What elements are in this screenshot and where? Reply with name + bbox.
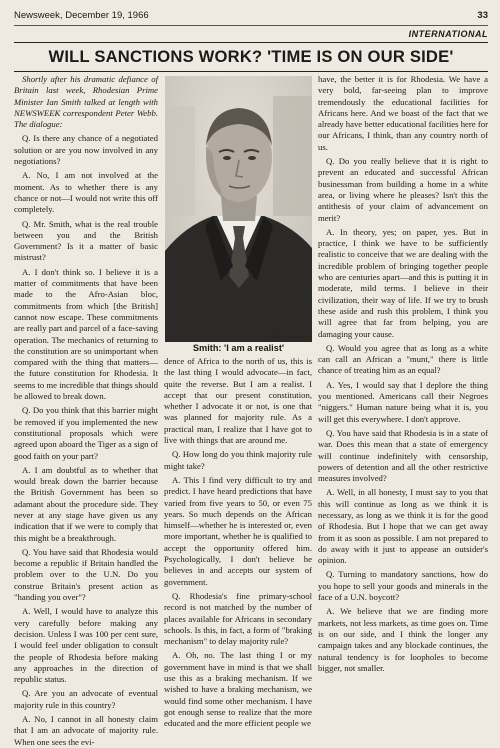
article-paragraph: Q. Do you really believe that it is right to prevent an educated and successful African businessman from building a home in a white area, or living where he pleases? Isn't this the antithesis of your claim of advancement on merit? <box>318 156 488 223</box>
article-paragraph: A. Oh, no. The last thing I or my government have in mind is that we shall use this as a braking mechanism. If we wished to have a braking mechanism, we would find some other mechanism. I have got enough sense to realize that the more educated and the more efficient people we <box>164 650 312 729</box>
article-paragraph: A. This I find very difficult to try and predict. I have heard predictions that have varied from five years to 50, or even 75 years. So much depends on the African himself—whether he is interested or, even more important, whether he is qualified to accept the opportunity offered him. Psychologically, I don't believe he believes in and accepts our system of government. <box>164 474 312 587</box>
article-paragraph: A. Yes, I would say that I deplore the thing you mentioned. Americans call their Negroes "niggers." Human nature being what it is, you will get this everywhere. I don't approve. <box>318 379 488 424</box>
headline-box <box>14 42 488 72</box>
article-paragraph: dence of Africa to the north of us, this is the last thing I would advocate—in fact, quite the reverse. But I am a realist. I accept that our present constitution, whether I advocate it or not, is one that was planned for majority rule. As a practical man, I realize that I have got to live with things that are around me. <box>164 356 312 446</box>
article-column-left <box>14 74 158 747</box>
article-paragraph: A. We believe that we are finding more markets, not less markets, as time goes on. Time is on our side, and I think the longer any campaign takes and any blockade continues, the natural tendency is for loopholes to become bigger, not smaller. <box>318 606 488 673</box>
article-column-middle <box>164 356 312 729</box>
photo-credit: Ian Berry—Magnum <box>262 334 308 339</box>
article-paragraph: Q. Rhodesia's fine primary-school record is not matched by the number of places available for Africans in secondary schools. Is this, in fact, a form of "braking mechanism" to delay majority rule? <box>164 590 312 647</box>
portrait-image <box>165 76 312 342</box>
article-paragraph: Q. How long do you think majority rule might take? <box>164 449 312 471</box>
article-paragraph: Q. Are you an advocate of eventual majority rule in this country? <box>14 688 158 710</box>
page-header <box>14 10 488 24</box>
article-paragraph: Q. You have said that Rhodesia is in a state of war. Does this mean that a state of emergency will continue indefinitely with censorship, powers of detention and all the other restrictive measures involved? <box>318 427 488 484</box>
article-paragraph: A. No, I am not involved at the moment. As to whether there is any chance or not—I would not write this off completely. <box>14 170 158 215</box>
article-paragraph: Q. Mr. Smith, what is the real trouble between you and the British Government? Is it a matter of basic mistrust? <box>14 218 158 263</box>
article-paragraph: A. No, I cannot in all honesty claim that I am an advocate of majority rule. When one sees the evi- <box>14 714 158 747</box>
article-paragraph: A. I am doubtful as to whether that would break down the barrier because the British Government has been so adamant about the procedure side. They never at any stage have given us any indication that if we were to comply that this might be a breakthrough. <box>14 464 158 543</box>
photo-ian-smith <box>165 76 312 342</box>
article-paragraph: Q. You have said that Rhodesia would become a republic if Britain handled the problem over to the U.N. Do you construe Britain's present action as "handing you over"? <box>14 546 158 603</box>
headline: WILL SANCTIONS WORK? 'TIME IS ON OUR SIDE' <box>48 47 454 66</box>
header-rule <box>14 25 488 26</box>
article-paragraph: A. Well, I would have to analyze this very carefully before making any decision. Unless I was 100 per cent sure, I would feel under obligation to consult the people of Rhodesia before making any approaches in the direction of republic status. <box>14 606 158 685</box>
middle-paragraphs <box>164 356 312 730</box>
photo-caption: Smith: 'I am a realist' <box>192 343 285 353</box>
article-column-right <box>318 74 488 678</box>
right-paragraphs <box>318 74 488 674</box>
article-paragraph: Q. Do you think that this barrier might be removed if you implemented the new constitutional proposals which were agreed upon aboard the Tiger as a sign of good faith on your part? <box>14 405 158 461</box>
article-paragraph: A. I don't think so. I believe it is a matter of commitments that have been made to the Afro-Asian bloc, commitments from which [the British] cannot now escape. These commitments are really part and parcel of a face-saving operation. The mechanics of returning to the constitution are so unimportant when compared with the thing that matters—the future constitution for Rhodesia. It seems to me incredible that things should be allowed to break down. <box>14 266 158 402</box>
article-paragraph: Q. Is there any chance of a negotiated solution or are you now involved in any negotiations? <box>14 133 158 167</box>
left-paragraphs <box>14 133 158 747</box>
article-paragraph: A. Well, in all honesty, I must say to you that this will continue as long as we think it is necessary, as long as we think it is for the good of Rhodesia. But I hope that we can get away from it as soon as possible. I am not prepared to do away with it just to appease an outsider's opinion. <box>318 487 488 566</box>
article-paragraph: have, the better it is for Rhodesia. We have a very bold, far-seeing plan to improve tremendously the educational facilities for Africans here. And we boast of the fact that we already have better educational facilities here for our Africans, I think, than any country north of us. <box>318 74 488 152</box>
article-paragraph: A. In theory, yes; on paper, yes. But in practice, I think we have to be sufficiently realistic to conceive that we are dealing with the incredible problem of bringing together people who are centuries apart—and this is putting it in moderate, mild terms. I believe in their civilization, their way of life. If we try to brush these aside and rush this problem, I think you will agree that far from helping, you are damaging your cause. <box>318 226 488 339</box>
article-paragraph: Q. Turning to mandatory sanctions, how do you hope to sell your goods and minerals in the face of a U.N. boycott? <box>318 569 488 603</box>
page-number: 33 <box>477 10 488 21</box>
section-label: INTERNATIONAL <box>408 29 488 39</box>
article-paragraph: Q. Would you agree that as long as a white can call an African a "munt," there is little chance of treating him as an equal? <box>318 342 488 376</box>
intro-paragraph: Shortly after his dramatic defiance of Britain last week, Rhodesian Prime Minister Ian Smith talked at length with NEWSWEEK correspondent Peter Webb. The dialogue: <box>14 74 158 130</box>
issue-line: Newsweek, December 19, 1966 <box>14 10 149 21</box>
